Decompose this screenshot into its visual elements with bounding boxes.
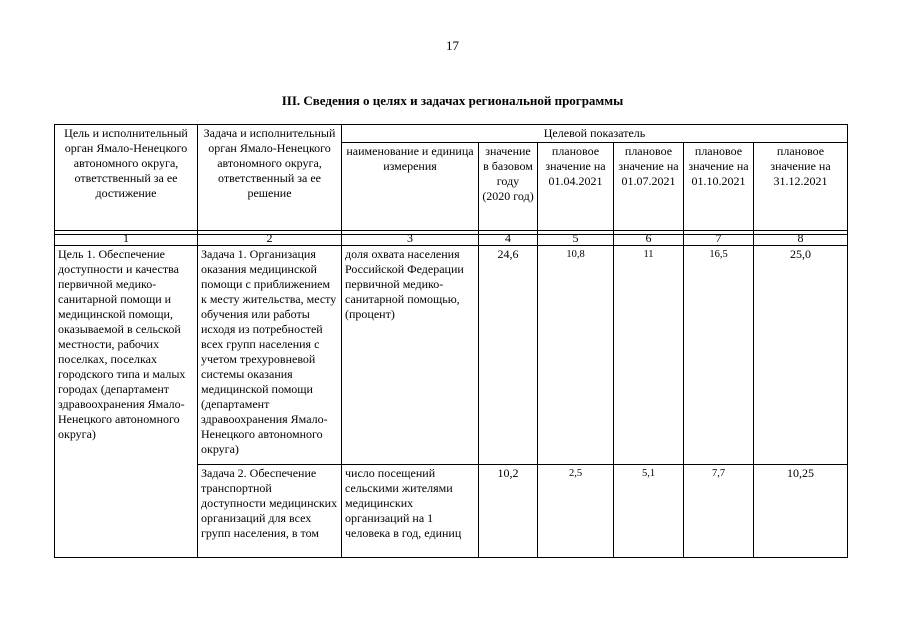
column-numbers-row bbox=[55, 231, 848, 246]
indicator-cell: число посещений сельскими жителями медицинских организаций на 1 человека в год, единиц bbox=[342, 465, 479, 558]
header-target-indicator: Целевой показатель bbox=[342, 125, 848, 143]
goal-cell: Цель 1. Обеспечение доступности и качества первичной медико-санитарной помощи и медицинской помощи, оказываемой в сельской местности, рабочих поселках, поселках городского типа и малых городах (департамент здравоохранения Ямало-Ненецкого автономного округа) bbox=[55, 246, 198, 558]
section-title: III. Сведения о целях и задачах региональной программы bbox=[281, 93, 624, 108]
column-number: 3 bbox=[342, 231, 479, 246]
plan-0401-cell: 2,5 bbox=[538, 465, 614, 558]
column-number: 1 bbox=[55, 231, 198, 246]
plan-0701-cell: 5,1 bbox=[614, 465, 684, 558]
header-name-unit: наименование и единица измерения bbox=[342, 143, 479, 235]
plan-0401-cell: 10,8 bbox=[538, 246, 614, 465]
column-number: 7 bbox=[684, 231, 754, 246]
column-number: 2 bbox=[198, 231, 342, 246]
column-number: 6 bbox=[614, 231, 684, 246]
header-plan-1231: плановое значение на 31.12.2021 bbox=[754, 143, 848, 235]
base-value-cell: 24,6 bbox=[479, 246, 538, 465]
plan-0701-cell: 11 bbox=[614, 246, 684, 465]
header-plan-0701: плановое значение на 01.07.2021 bbox=[614, 143, 684, 235]
plan-1001-cell: 16,5 bbox=[684, 246, 754, 465]
plan-1001-cell: 7,7 bbox=[684, 465, 754, 558]
header-base-value: значение в базовом году (2020 год) bbox=[479, 143, 538, 235]
column-number: 5 bbox=[538, 231, 614, 246]
base-value-cell: 10,2 bbox=[479, 465, 538, 558]
header-goal: Цель и исполнительный орган Ямало-Ненецкого автономного округа, ответственный за ее достижение bbox=[55, 125, 198, 235]
indicator-cell: доля охвата населения Российской Федерации первичной медико-санитарной помощью, (процент) bbox=[342, 246, 479, 465]
plan-1231-cell: 10,25 bbox=[754, 465, 848, 558]
task-cell: Задача 1. Организация оказания медицинской помощи с приближением к месту жительства, месту обучения или работы исходя из потребностей всех групп населения с учетом трехуровневой системы оказания медицинской помощи (департамент здравоохранения Ямало-Ненецкого автономного округа) bbox=[198, 246, 342, 465]
page-number: 17 bbox=[446, 38, 459, 53]
task-cell: Задача 2. Обеспечение транспортной доступности медицинских организаций для всех групп населения, в том bbox=[198, 465, 342, 558]
table-body bbox=[54, 230, 848, 558]
plan-1231-cell: 25,0 bbox=[754, 246, 848, 465]
header-plan-0401: плановое значение на 01.04.2021 bbox=[538, 143, 614, 235]
table-row bbox=[55, 246, 848, 465]
table-header bbox=[54, 124, 848, 235]
header-plan-1001: плановое значение на 01.10.2021 bbox=[684, 143, 754, 235]
header-task: Задача и исполнительный орган Ямало-Ненецкого автономного округа, ответственный за ее решение bbox=[198, 125, 342, 235]
column-number: 8 bbox=[754, 231, 848, 246]
column-number: 4 bbox=[479, 231, 538, 246]
